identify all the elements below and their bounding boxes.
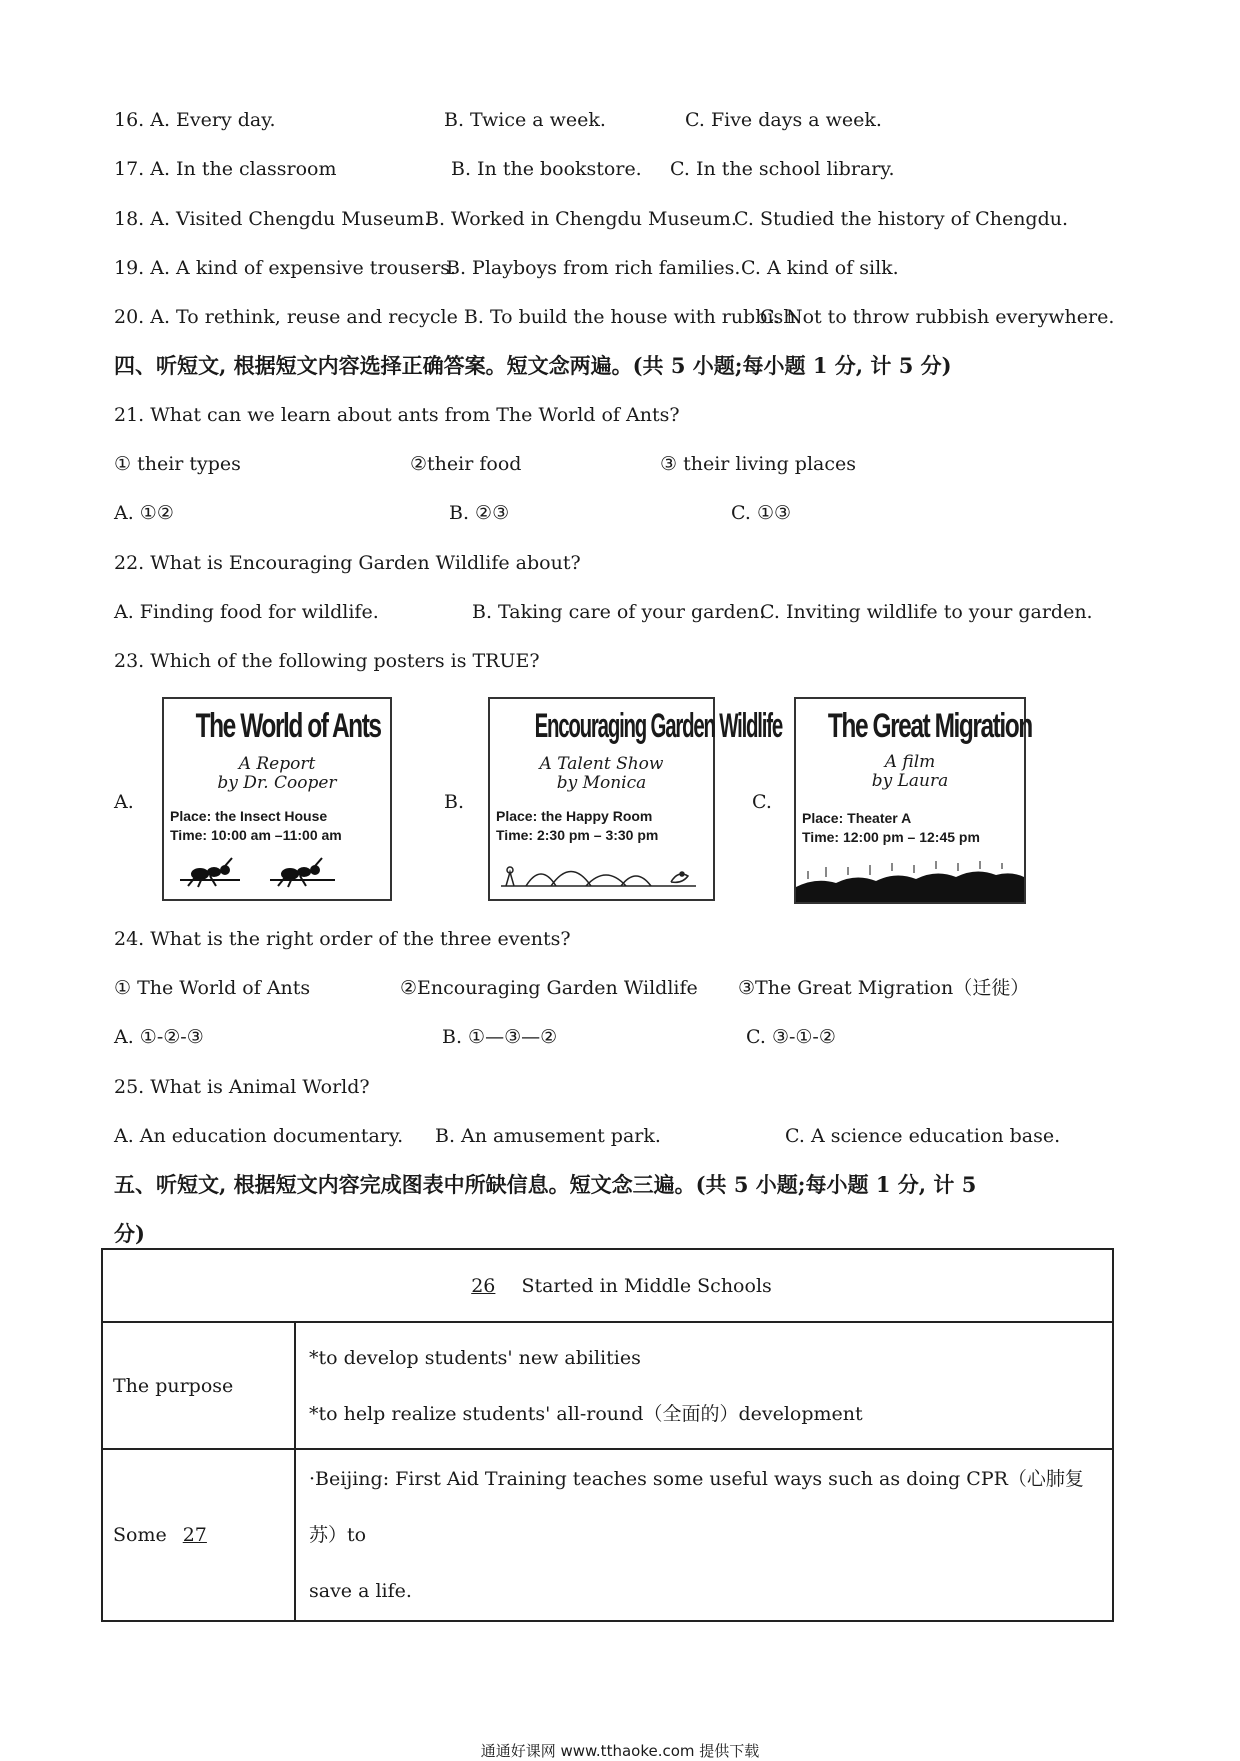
q25-option-b: B. An amusement park. [435,1125,661,1147]
q25-option-c: C. A science education base. [785,1125,1061,1147]
q17-option-a: 17. A. In the classroom [114,158,337,180]
poster-author: by Laura [871,771,949,791]
q24-option-c: C. ③-①-② [746,1026,836,1048]
poster-great-migration [794,697,1032,904]
q19-option-a: 19. A. A kind of expensive trousers. [114,257,457,279]
q22-stem: 22. What is Encouraging Garden Wildlife about? [114,552,581,574]
q24-item-1: ① The World of Ants [114,977,311,999]
q22-option-b: B. Taking care of your garden. [472,601,766,623]
poster-time: Time: 12:00 pm – 12:45 pm [802,829,980,845]
poster-time: Time: 2:30 pm – 3:30 pm [496,827,659,843]
section-5-title-cont: 分) [114,1221,145,1246]
poster-subtitle: A Report [238,754,316,774]
q23-label-a: A. [114,791,134,813]
page-footer: 通通好课网 www.tthaoke.com 提供下载 [480,1742,760,1760]
q25-option-a: A. An education documentary. [114,1125,404,1147]
table-header [102,1249,1113,1322]
some-label: Some [113,1524,167,1546]
q21-option-c: C. ①③ [731,502,792,524]
poster-subtitle: A film [884,752,936,772]
q24-option-a: A. ①-②-③ [114,1026,204,1048]
blank-27: 27 [182,1524,207,1546]
q24-item-3: ③The Great Migration（迁徙） [738,977,1030,999]
q16-option-c: C. Five days a week. [685,109,882,131]
some-item-2: save a life. [309,1580,412,1602]
purpose-label: The purpose [102,1322,295,1449]
purpose-item-1: *to develop students' new abilities [309,1346,641,1369]
poster-author: by Dr. Cooper [217,773,337,793]
poster-place: Place: the Insect House [170,808,328,824]
q18-option-b: B. Worked in Chengdu Museum. [425,208,737,230]
poster-title: The World of Ants [195,707,381,745]
q17-option-b: B. In the bookstore. [451,158,642,180]
poster-place: Place: Theater A [802,810,912,826]
poster-author: by Monica [556,773,647,793]
q21-item-1: ① their types [114,453,241,475]
table-header-text: Started in Middle Schools [521,1274,772,1297]
section-4-title: 四、听短文, 根据短文内容选择正确答案。短文念两遍。(共 5 小题;每小题 1 分, 计 5 分) [114,353,952,378]
q21-option-b: B. ②③ [449,502,510,524]
q24-item-2: ②Encouraging Garden Wildlife [400,977,698,999]
q20-option-ab: 20. A. To rethink, reuse and recycle B. To build the house with rubbish. [114,306,802,328]
poster-time: Time: 10:00 am –11:00 am [170,827,342,843]
q21-option-a: A. ①② [114,502,174,524]
q23-stem: 23. Which of the following posters is TRUE? [114,650,540,672]
q20-option-c: C. Not to throw rubbish everywhere. [760,306,1115,328]
purpose-content [295,1322,1113,1449]
q16-option-a: 16. A. Every day. [114,109,276,131]
q19-option-c: C. A kind of silk. [741,257,899,279]
q25-stem: 25. What is Animal World? [114,1076,370,1098]
poster-place: Place: the Happy Room [496,808,653,824]
q21-stem: 21. What can we learn about ants from The World of Ants? [114,404,680,426]
poster-title: The Great Migration [827,707,1032,745]
q22-option-c: C. Inviting wildlife to your garden. [760,601,1093,623]
q18-option-a: 18. A. Visited Chengdu Museum. [114,208,431,230]
q19-option-b: B. Playboys from rich families. [446,257,741,279]
poster-title: Encouraging Garden Wildlife [534,707,782,745]
q23-label-c: C. [752,791,772,813]
q24-option-b: B. ①—③—② [442,1026,558,1048]
q24-stem: 24. What is the right order of the three events? [114,928,571,950]
section-5-title: 五、听短文, 根据短文内容完成图表中所缺信息。短文念三遍。(共 5 小题;每小题 1 分, 计 5 [114,1172,977,1197]
blank-26: 26 [471,1274,496,1297]
ants-illustration-icon [170,854,380,890]
q22-option-a: A. Finding food for wildlife. [114,601,379,623]
info-table [101,1248,1114,1622]
poster-encouraging-garden-wildlife [488,697,782,901]
migration-herd-illustration-icon [796,859,1024,902]
some-label-cell [102,1449,295,1621]
q16-option-b: B. Twice a week. [444,109,606,131]
poster-world-of-ants [162,697,392,901]
q21-item-2: ②their food [410,453,522,475]
some-item-1: ·Beijing: First Aid Training teaches some useful ways such as doing CPR（心肺复苏）to [309,1468,1084,1546]
purpose-item-2: *to help realize students' all-round（全面的）development [309,1402,863,1425]
garden-illustration-icon [496,852,706,892]
q23-label-b: B. [444,791,465,813]
poster-subtitle: A Talent Show [539,754,664,774]
q18-option-c: C. Studied the history of Chengdu. [734,208,1069,230]
some-content [295,1449,1113,1621]
q21-item-3: ③ their living places [660,453,856,475]
q17-option-c: C. In the school library. [670,158,895,180]
